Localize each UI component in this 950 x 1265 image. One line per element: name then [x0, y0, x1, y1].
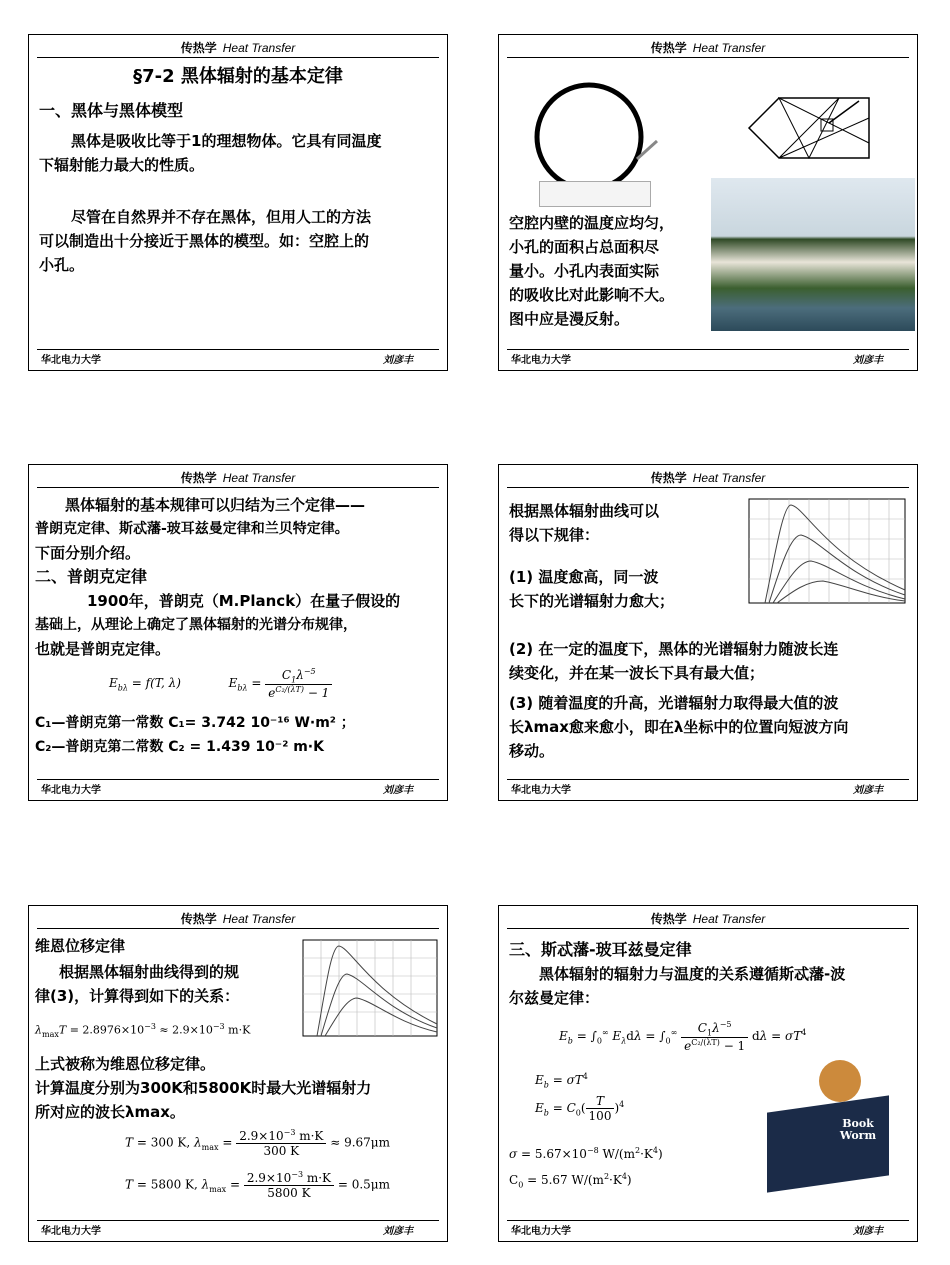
- book-icon: [767, 1095, 889, 1192]
- footer-left: 华北电力大学: [41, 1226, 101, 1237]
- slide-4: [498, 464, 918, 801]
- house-photo: [711, 178, 915, 331]
- text-line: 量小。小孔内表面实际: [509, 262, 660, 280]
- text-line: 也就是普朗克定律。: [35, 640, 171, 658]
- text-line: 小孔的面积占总面积尽: [509, 238, 660, 256]
- slide-header: 传热学 Heat Transfer: [180, 471, 296, 485]
- text-line: 上式被称为维恩位移定律。: [35, 1055, 216, 1073]
- slide-2: [498, 34, 918, 371]
- text-line: 续变化，并在某一波长下具有最大值；: [509, 664, 765, 682]
- text-line: 下面分别介绍。: [35, 544, 141, 562]
- text-line: 空腔内壁的温度应均匀，: [509, 214, 675, 232]
- cavity-reflection-diagram: [739, 83, 899, 173]
- constant-c1: C₁—普朗克第一常数 C₁= 3.742 10⁻¹⁶ W·m² ；: [35, 715, 355, 731]
- wien-formula: $\lambda_{max}T = 2.8976\times 10^{-3} \approx 2.9\times 10^{-3}$ m·K: [35, 1022, 251, 1039]
- blackbody-spectrum-chart: [735, 495, 911, 615]
- text-line: 黑体是吸收比等于1的理想物体。它具有同温度: [71, 132, 382, 150]
- eb-sigma-t4: $E_b = \sigma T^4$: [535, 1072, 588, 1090]
- text-line: 黑体辐射的辐射力与温度的关系遵循斯忒藩-波: [539, 965, 846, 983]
- footer-right: 刘彦丰: [853, 1226, 883, 1237]
- bookworm-clipart: [765, 1056, 895, 1190]
- text-line: 1900年，普朗克（M.Planck）在量子假设的: [87, 592, 401, 610]
- text-line: 尽管在自然界并不存在黑体，但用人工的方法: [71, 208, 372, 226]
- book-title: Book Worm: [839, 1117, 877, 1142]
- text-line: (1) 温度愈高，同一波: [509, 568, 659, 586]
- slide-1: [28, 34, 448, 371]
- eb-c0-formula: $E_b = C_0$( $\frac{T}{100}$ )$^4$: [535, 1094, 625, 1123]
- section-heading: 二、普朗克定律: [35, 567, 148, 586]
- planck-formula: $E_{b\lambda} = f(T$, λ) $E_{b\lambda}$ = $\frac{C_1\lambda^{-5}}{e^{C_2/(\lambda T)} - 1}$: [109, 667, 332, 700]
- slide-3: [28, 464, 448, 801]
- text-line: 黑体辐射的基本规律可以归结为三个定律——: [65, 496, 366, 514]
- c0-value: $C_0 = 5.67$ $W/(m^2\cdot K^4)$: [509, 1172, 632, 1190]
- footer-left: 华北电力大学: [511, 785, 571, 796]
- footer-left: 华北电力大学: [41, 355, 101, 366]
- bookworm-head: [819, 1060, 861, 1102]
- text-line: 根据黑体辐射曲线得到的规: [59, 963, 240, 981]
- constant-c2: C₂—普朗克第二常数 C₂ = 1.439 10⁻² m·K: [35, 739, 324, 755]
- text-line: 得以下规律：: [509, 526, 600, 544]
- wien-example-5800k: T = 5800 K, $\lambda_{max}$ = $\frac{2.9\times 10^{-3} m\cdot K}{5800 K}$ = 0.5μm: [125, 1170, 390, 1200]
- text-line: 计算温度分别为300K和5800K时最大光谱辐射力: [35, 1079, 372, 1097]
- footer-right: 刘彦丰: [383, 355, 413, 366]
- text-line: 尔兹曼定律：: [509, 989, 600, 1007]
- footer-right: 刘彦丰: [383, 785, 413, 796]
- text-line: 的吸收比对此影响不大。: [509, 286, 675, 304]
- text-line: 长下的光谱辐射力愈大；: [509, 592, 675, 610]
- section-heading: 维恩位移定律: [35, 937, 126, 955]
- text-line: 根据黑体辐射曲线可以: [509, 502, 660, 520]
- text-line: 律(3)，计算得到如下的关系：: [35, 987, 240, 1005]
- text-line: 所对应的波长λmax。: [35, 1103, 185, 1121]
- text-line: (2) 在一定的温度下，黑体的光谱辐射力随波长连: [509, 640, 839, 658]
- text-line: 下辐射能力最大的性质。: [39, 156, 205, 174]
- slide-header: 传热学 Heat Transfer: [650, 471, 766, 485]
- text-line: 普朗克定律、斯忒藩-玻耳兹曼定律和兰贝特定律。: [35, 521, 349, 537]
- slide-header: 传热学 Heat Transfer: [180, 912, 296, 926]
- stefan-boltzmann-integral: $E_b = \int_0^\infty$ $E_\lambda d\lambda = \int_0^\infty$ $\frac{C_1\lambda^{-5}}{e^{C_2/(\lambda T)} - 1}$ $d\lambda = \sigma T^4$: [559, 1020, 807, 1054]
- wien-example-300k: T = 300 K, $\lambda_{max}$ = $\frac{2.9\times 10^{-3} m\cdot K}{300 K}$ ≈ 9.67μm: [125, 1128, 390, 1158]
- footer-left: 华北电力大学: [511, 355, 571, 366]
- text-line: 基础上，从理论上确定了黑体辐射的光谱分布规律，: [35, 617, 357, 633]
- footer-right: 刘彦丰: [853, 355, 883, 366]
- diagram-caption: [539, 181, 651, 207]
- slide-title: §7-2 黑体辐射的基本定律: [133, 66, 343, 87]
- text-line: 图中应是漫反射。: [509, 310, 630, 328]
- slide-5: [28, 905, 448, 1242]
- footer-left: 华北电力大学: [511, 1226, 571, 1237]
- section-heading: 三、斯忒藩-玻耳兹曼定律: [509, 940, 692, 959]
- slide-header: 传热学 Heat Transfer: [650, 41, 766, 55]
- footer-left: 华北电力大学: [41, 785, 101, 796]
- text-line: (3) 随着温度的升高，光谱辐射力取得最大值的波: [509, 694, 839, 712]
- slide-header: 传热学 Heat Transfer: [650, 912, 766, 926]
- section-heading: 一、黑体与黑体模型: [39, 101, 184, 120]
- text-line: 可以制造出十分接近于黑体的模型。如：空腔上的: [39, 232, 370, 250]
- slide-header: 传热学 Heat Transfer: [180, 41, 296, 55]
- text-line: 小孔。: [39, 256, 85, 274]
- sigma-value: $\sigma = 5.67\times 10^{-8}$ $W/(m^2\cdot K^4)$: [509, 1146, 663, 1161]
- footer-right: 刘彦丰: [853, 785, 883, 796]
- slide-6: [498, 905, 918, 1242]
- blackbody-spectrum-chart: [291, 936, 441, 1046]
- text-line: 长λmax愈来愈小，即在λ坐标中的位置向短波方向: [509, 718, 849, 736]
- text-line: 移动。: [509, 742, 555, 760]
- footer-right: 刘彦丰: [383, 1226, 413, 1237]
